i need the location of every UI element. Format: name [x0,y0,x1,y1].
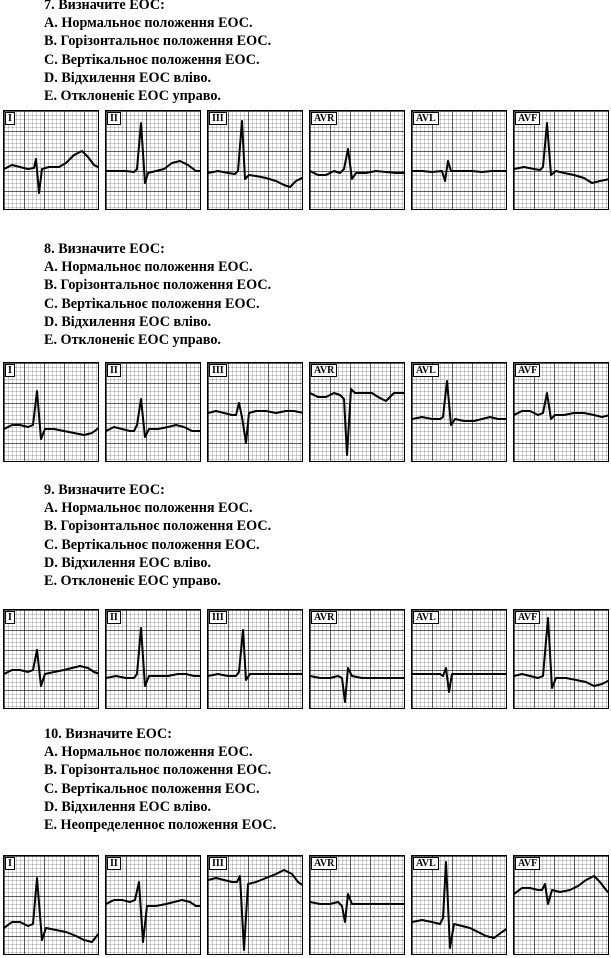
lead-label: AVF [515,857,540,870]
lead-label: AVL [413,364,439,377]
option-c: С. Вертікальноє положення ЕОС. [44,780,260,797]
ecg-lead-AVR [309,855,405,955]
option-c: С. Вертікальноє положення ЕОС. [44,51,260,68]
lead-label: AVR [311,112,337,125]
lead-label: AVR [311,857,337,870]
ecg-strip-8 [0,362,611,464]
question-title: 10. Визначите ЕОС: [44,726,172,742]
ecg-lead-AVF [513,362,609,462]
lead-label: II [107,611,121,624]
option-e: Е. Неопределенноє положення ЕОС. [44,817,277,834]
option-a: А. Нормальноє положення ЕОС. [44,500,253,517]
ecg-lead-III [207,362,303,462]
question-7 [44,0,271,105]
lead-label: I [5,112,15,125]
question-title: 8. Визначите ЕОС: [44,241,165,257]
lead-label: AVF [515,611,540,624]
ecg-lead-II [105,855,201,955]
ecg-lead-III [207,110,303,210]
lead-label: III [209,364,227,377]
lead-label: AVL [413,112,439,125]
ecg-lead-II [105,362,201,462]
ecg-lead-AVR [309,609,405,709]
ecg-lead-AVL [411,609,507,709]
option-b: В. Горізонтальноє положення ЕОС. [44,518,272,535]
lead-label: III [209,611,227,624]
option-d: D. Відхилення ЕОС вліво. [44,554,212,571]
option-a: А. Нормальноє положення ЕОС. [44,15,253,32]
option-d: D. Відхилення ЕОС вліво. [44,313,212,330]
ecg-strip-10 [0,855,611,957]
ecg-lead-AVL [411,110,507,210]
option-a: А. Нормальноє положення ЕОС. [44,259,253,276]
lead-label: III [209,112,227,125]
lead-label: AVF [515,112,540,125]
ecg-lead-AVL [411,855,507,955]
option-d: D. Відхилення ЕОС вліво. [44,798,212,815]
option-e: Е. Отклоненіє ЕОС управо. [44,88,221,105]
ecg-lead-II [105,110,201,210]
ecg-lead-AVF [513,609,609,709]
lead-label: AVR [311,611,337,624]
ecg-lead-AVR [309,110,405,210]
lead-label: II [107,857,121,870]
lead-label: I [5,611,15,624]
question-9 [44,481,271,590]
ecg-lead-III [207,855,303,955]
ecg-strip-7 [0,110,611,212]
option-e: Е. Отклоненіє ЕОС управо. [44,573,221,590]
ecg-lead-I [3,609,99,709]
lead-label: AVL [413,857,439,870]
question-10 [44,725,276,834]
question-title: 9. Визначите ЕОС: [44,482,165,498]
ecg-strip-9 [0,609,611,711]
ecg-lead-I [3,855,99,955]
ecg-lead-I [3,110,99,210]
ecg-lead-AVF [513,110,609,210]
lead-label: II [107,364,121,377]
lead-label: AVF [515,364,540,377]
option-c: С. Вертікальноє положення ЕОС. [44,536,260,553]
ecg-lead-AVL [411,362,507,462]
option-b: В. Горізонтальноє положення ЕОС. [44,277,272,294]
ecg-lead-I [3,362,99,462]
ecg-lead-AVF [513,855,609,955]
option-d: D. Відхилення ЕОС вліво. [44,69,212,86]
lead-label: I [5,364,15,377]
question-title: 7. Визначите ЕОС: [44,0,165,13]
lead-label: AVL [413,611,439,624]
option-b: В. Горізонтальноє положення ЕОС. [44,762,272,779]
ecg-lead-AVR [309,362,405,462]
option-e: Е. Отклоненіє ЕОС управо. [44,332,221,349]
lead-label: AVR [311,364,337,377]
option-a: А. Нормальноє положення ЕОС. [44,744,253,761]
lead-label: I [5,857,15,870]
lead-label: II [107,112,121,125]
option-c: С. Вертікальноє положення ЕОС. [44,295,260,312]
ecg-lead-III [207,609,303,709]
ecg-lead-II [105,609,201,709]
question-8 [44,240,271,349]
lead-label: III [209,857,227,870]
option-b: В. Горізонтальноє положення ЕОС. [44,33,272,50]
